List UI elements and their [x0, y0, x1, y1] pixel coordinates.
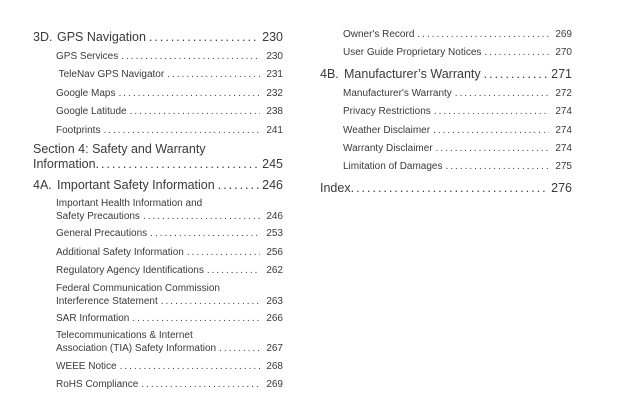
- toc-entry[interactable]: [56, 330, 283, 355]
- page-number: 230: [262, 30, 283, 44]
- page-number: 267: [266, 343, 283, 355]
- chapter-title: Important Safety Information: [57, 177, 215, 192]
- dot-leader: [446, 160, 550, 174]
- toc-entry[interactable]: [56, 246, 283, 260]
- page-number: 276: [551, 180, 572, 195]
- dot-leader: [187, 246, 260, 260]
- dot-leader: [149, 28, 259, 46]
- toc-entry[interactable]: [56, 227, 283, 241]
- toc-entry[interactable]: [56, 68, 283, 82]
- toc-entry[interactable]: [56, 87, 283, 101]
- toc-entry[interactable]: [343, 124, 572, 138]
- entry-label: User Guide Proprietary Notices: [343, 47, 482, 59]
- toc-entry[interactable]: [343, 142, 572, 156]
- toc-entry[interactable]: [56, 378, 283, 392]
- entry-label: Manufacturer's Warranty: [343, 87, 452, 99]
- page-number: 269: [266, 379, 283, 391]
- page-number: 268: [266, 360, 283, 372]
- entry-label: TeleNav GPS Navigator: [56, 69, 165, 81]
- dot-leader: [207, 264, 260, 278]
- toc-chapter-safety-information[interactable]: [33, 176, 283, 194]
- page-number: 275: [555, 161, 572, 173]
- page-number: 262: [266, 265, 283, 277]
- entry-label: Privacy Restrictions: [343, 106, 431, 118]
- toc-entry[interactable]: [56, 105, 283, 119]
- page-number: 274: [555, 106, 572, 118]
- toc-entry[interactable]: [56, 360, 283, 374]
- page-number: 253: [266, 228, 283, 240]
- entry-label: Federal Communication Commission: [56, 282, 220, 294]
- dot-leader: [121, 50, 260, 64]
- dot-leader: [118, 87, 260, 101]
- page-number: 246: [262, 177, 283, 192]
- dot-leader: [455, 87, 549, 101]
- dot-leader: [141, 378, 260, 392]
- dot-leader: [434, 105, 549, 119]
- entry-label-continued: Association (TIA) Safety Information: [56, 343, 217, 355]
- entry-label: Limitation of Damages: [343, 161, 443, 173]
- section-title-continued: Information: [33, 156, 96, 171]
- dot-leader: [417, 28, 549, 42]
- section-title: Section 4: Safety and Warranty: [33, 141, 206, 156]
- toc-entry[interactable]: [343, 160, 572, 174]
- toc-chapter-gps-navigation[interactable]: [33, 28, 283, 46]
- dot-leader: [436, 142, 549, 156]
- entry-label: Warranty Disclaimer: [343, 142, 433, 154]
- toc-entry[interactable]: [343, 46, 572, 60]
- entry-label: WEEE Notice: [56, 360, 117, 372]
- toc-entry[interactable]: [56, 312, 283, 326]
- toc-entry[interactable]: [56, 124, 283, 138]
- page-number: 256: [266, 246, 283, 258]
- entry-label: Google Maps: [56, 87, 116, 99]
- entry-label-continued: Interference Statement: [56, 295, 158, 307]
- toc-chapter-manufacturers-warranty[interactable]: [320, 65, 572, 83]
- page-number: 274: [555, 124, 572, 136]
- dot-leader: [96, 157, 260, 172]
- chapter-number: 3D.: [33, 30, 53, 44]
- toc-entry[interactable]: [56, 198, 283, 223]
- page-number: 241: [266, 124, 283, 136]
- page-number: 246: [266, 210, 283, 222]
- entry-label: General Precautions: [56, 228, 148, 240]
- entry-label: Google Latitude: [56, 106, 127, 118]
- toc-entry[interactable]: [56, 283, 283, 308]
- index-title: Index: [320, 180, 351, 195]
- toc-entry[interactable]: [343, 105, 572, 119]
- entry-label: Footprints: [56, 124, 101, 136]
- page-number: 272: [555, 87, 572, 99]
- entry-label: Additional Safety Information: [56, 246, 184, 258]
- dot-leader: [120, 360, 260, 374]
- chapter-title: GPS Navigation: [57, 30, 146, 44]
- dot-leader: [143, 210, 260, 223]
- dot-leader: [167, 68, 260, 82]
- entry-label: Weather Disclaimer: [343, 124, 431, 136]
- chapter-title: Manufacturer’s Warranty: [344, 66, 481, 81]
- dot-leader: [218, 176, 259, 194]
- page-number: 245: [262, 156, 283, 171]
- dot-leader: [433, 124, 549, 138]
- entry-label: Important Health Information and: [56, 197, 203, 209]
- toc-index[interactable]: [320, 179, 572, 197]
- page-number: 266: [266, 312, 283, 324]
- page-number: 271: [551, 66, 572, 81]
- toc-entry[interactable]: [56, 50, 283, 64]
- toc-entry[interactable]: [343, 87, 572, 101]
- toc-right-column: [320, 28, 572, 197]
- page-number: 238: [266, 106, 283, 118]
- entry-label-continued: Safety Precautions: [56, 210, 140, 222]
- toc-entry[interactable]: [343, 28, 572, 42]
- dot-leader: [351, 179, 549, 197]
- entry-label: Telecommunications & Internet: [56, 330, 193, 342]
- page-number: 263: [266, 295, 283, 307]
- dot-leader: [103, 124, 260, 138]
- entry-label: Owner's Record: [343, 29, 415, 40]
- entry-label: GPS Services: [56, 51, 119, 62]
- entry-label: RoHS Compliance: [56, 379, 139, 391]
- dot-leader: [132, 312, 260, 326]
- chapter-number: 4B.: [320, 66, 339, 81]
- page-number: 230: [266, 51, 283, 62]
- page-number: 274: [555, 142, 572, 154]
- dot-leader: [150, 227, 260, 241]
- chapter-number: 4A.: [33, 177, 52, 192]
- page-number: 269: [555, 29, 572, 40]
- dot-leader: [484, 46, 549, 60]
- dot-leader: [219, 342, 260, 355]
- dot-leader: [161, 295, 260, 308]
- page-number: 231: [266, 69, 283, 81]
- page-number: 270: [555, 47, 572, 59]
- toc-section-4[interactable]: [33, 142, 283, 172]
- toc-entry[interactable]: [56, 264, 283, 278]
- toc-left-column: [33, 28, 283, 396]
- dot-leader: [484, 65, 549, 83]
- entry-label: Regulatory Agency Identifications: [56, 265, 204, 277]
- dot-leader: [130, 105, 260, 119]
- entry-label: SAR Information: [56, 312, 130, 324]
- page-number: 232: [266, 87, 283, 99]
